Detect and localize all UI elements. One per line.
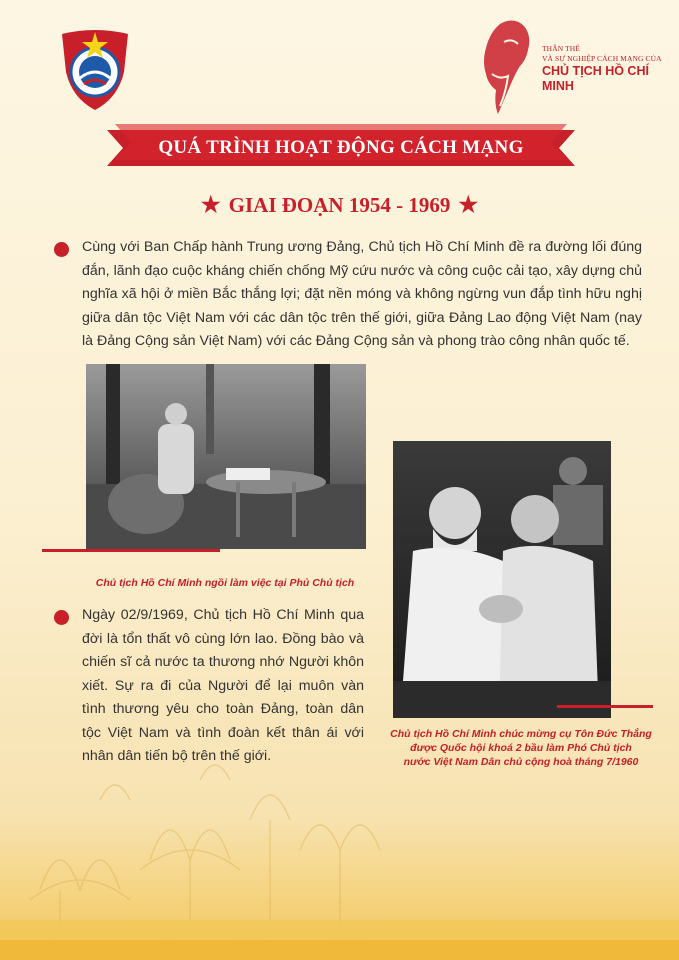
period-label: GIAI ĐOẠN 1954 - 1969 — [228, 193, 451, 217]
photo2-caption-line2: được Quốc hội khoá 2 bầu làm Phó Chủ tịch — [410, 742, 632, 754]
star-icon: ★ — [200, 192, 221, 217]
photo-congratulating-ton-duc-thang — [393, 441, 611, 718]
photo-working-at-palace — [86, 364, 366, 549]
bullet-icon — [54, 242, 69, 257]
photo1-caption: Chủ tịch Hồ Chí Minh ngồi làm việc tại Phủ Chủ tịch — [95, 577, 355, 589]
section-title: QUÁ TRÌNH HOẠT ĐỘNG CÁCH MẠNG — [158, 137, 524, 158]
period-heading — [0, 192, 679, 218]
photo2-caption-line1: Chủ tịch Hồ Chí Minh chúc mừng cụ Tôn Đức Thắng — [390, 728, 652, 740]
series-title-logo — [470, 14, 670, 122]
portrait-silhouette-icon — [470, 14, 545, 122]
series-title-line1: THÂN THẾ — [542, 44, 580, 53]
youth-union-logo — [58, 28, 132, 112]
star-icon: ★ — [458, 192, 479, 217]
series-title-line3: CHỦ TỊCH HỒ CHÍ MINH — [542, 64, 649, 93]
series-title-line2: VÀ SỰ NGHIỆP CÁCH MẠNG CỦA — [542, 54, 662, 63]
paragraph-1: Cùng với Ban Chấp hành Trung ương Đảng, Chủ tịch Hồ Chí Minh đề ra đường lối đúng đắn, lãnh đạo cuộc kháng chiến chống Mỹ cứu nước và công cuộc cải tạo, xây dựng chủ nghĩa xã hội ở miền Bắc thắng lợi; đặt nền móng và không ngừng vun đắp tình hữu nghị giữa dân tộc Việt Nam với các dân tộc trên thế giới, giữa Đảng Lao động Việt Nam (nay là Đảng Cộng sản Việt Nam) với các Đảng Cộng sản và phong trào công nhân quốc tế. — [82, 239, 642, 349]
caption-rule — [557, 705, 653, 708]
caption-rule — [42, 549, 220, 552]
section-banner — [107, 124, 575, 172]
bullet-icon — [54, 610, 69, 625]
paragraph-2: Ngày 02/9/1969, Chủ tịch Hồ Chí Minh qua đời là tổn thất vô cùng lớn lao. Đồng bào và chiến sĩ cả nước ta thương nhớ Người khôn xiết. Sự ra đi của Người để lại muôn vàn tình thương yêu cho toàn Đảng, toàn dân tộc Việt Nam và tình đoàn kết thân ái với nhân dân tiến bộ trên thế giới. — [82, 607, 364, 764]
photo2-caption-line3: nước Việt Nam Dân chủ cộng hoà tháng 7/1960 — [403, 756, 639, 768]
lotus-decoration — [0, 740, 679, 960]
